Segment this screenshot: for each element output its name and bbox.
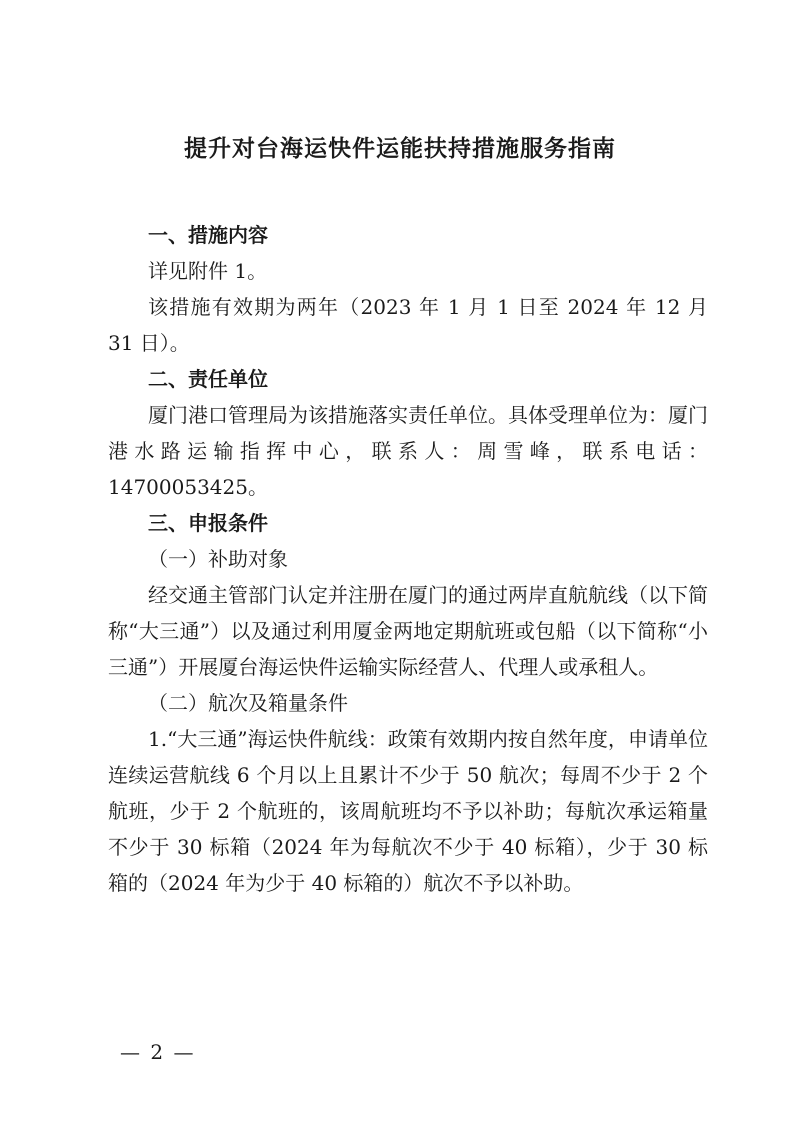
section-heading-responsible-unit: 二、责任单位 <box>148 367 268 391</box>
section-heading-conditions: 三、申报条件 <box>148 511 268 535</box>
subheading-subsidy-target: （一）补助对象 <box>148 547 288 571</box>
page-number: — 2 — <box>120 1040 196 1064</box>
document-body <box>108 217 708 901</box>
paragraph-see-attachment: 详见附件 1。 <box>148 259 268 283</box>
paragraph-subsidy-target: 经交通主管部门认定并注册在厦门的通过两岸直航航线（以下简称“大三通”）以及通过利用厦金两地定期航班或包船（以下简称“小三通”）开展厦台海运快件运输实际经营人、代理人或承租人。 <box>108 583 708 679</box>
section-heading-measures: 一、措施内容 <box>148 223 268 247</box>
paragraph-responsible-unit: 厦门港口管理局为该措施落实责任单位。具体受理单位为：厦门港水路运输指挥中心，联系人：周雪峰，联系电话：14700053425。 <box>108 403 708 499</box>
paragraph-validity-period: 该措施有效期为两年（2023 年 1 月 1 日至 2024 年 12 月 31 日）。 <box>108 295 708 355</box>
subheading-voyage-conditions: （二）航次及箱量条件 <box>148 691 348 715</box>
document-title: 提升对台海运快件运能扶持措施服务指南 <box>184 136 616 162</box>
paragraph-voyage-conditions: 1.“大三通”海运快件航线：政策有效期内按自然年度，申请单位连续运营航线 6 个月以上且累计不少于 50 航次；每周不少于 2 个航班，少于 2 个航班的，该周航班均不予以补助；每航次承运箱量不少于 30 标箱（2024 年为每航次不少于 40 标箱），少于 30 标箱的（2024 年为少于 40 标箱的）航次不予以补助。 <box>108 727 708 895</box>
